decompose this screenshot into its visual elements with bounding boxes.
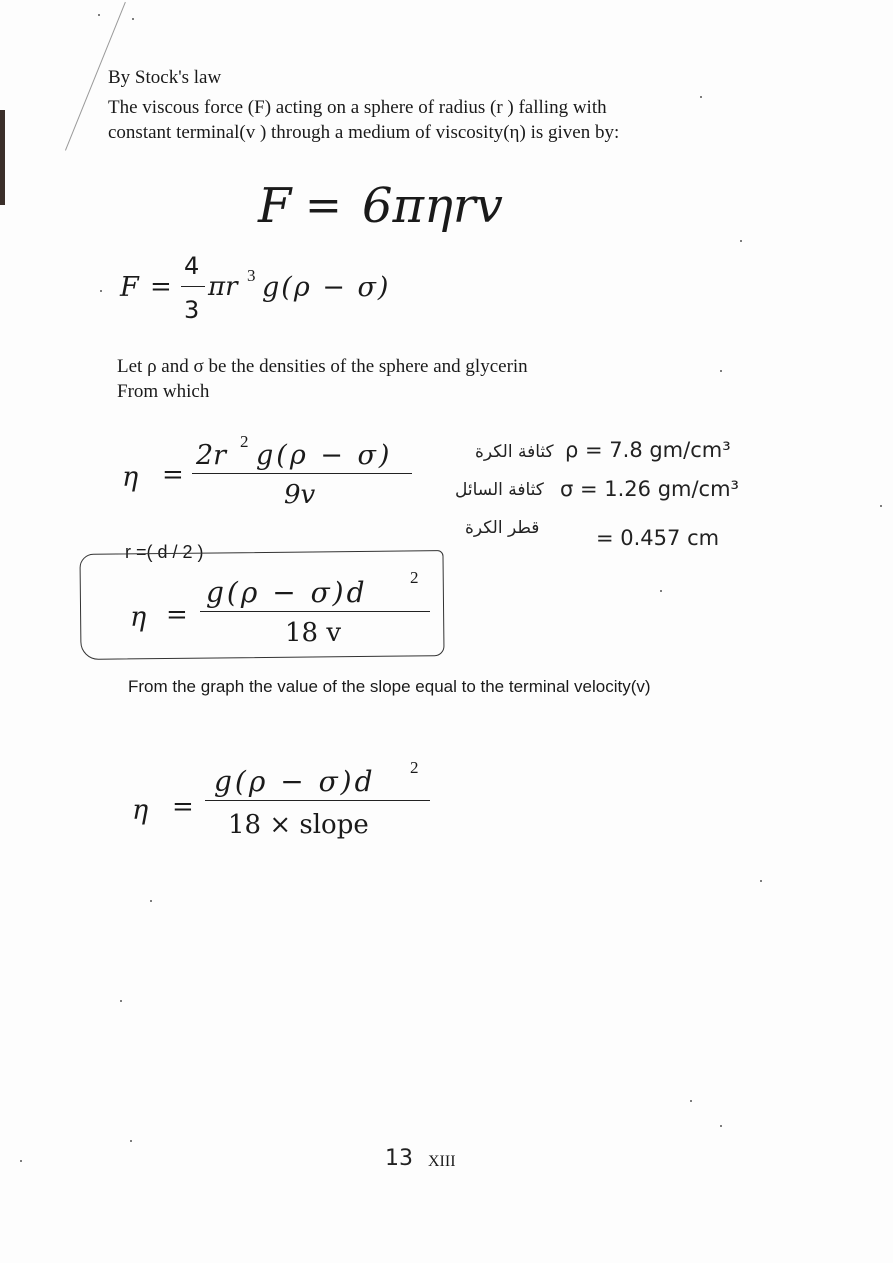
speck [720, 370, 722, 372]
eq3-denominator: 9v [284, 480, 316, 510]
eq5-equals: = [172, 792, 194, 822]
eq4-denominator: 18 v [285, 618, 342, 648]
radius-note: r =( d / 2 ) [125, 542, 204, 562]
eq4-lhs: η [130, 602, 147, 633]
hand-rho-value: ρ = 7.8 gm/cm³ [565, 438, 731, 462]
intro-line-2: constant terminal(v ) through a medium of viscosity(η) is given by: [108, 122, 620, 143]
speck [760, 880, 762, 882]
eq2-tail: g(ρ − σ) [262, 272, 391, 303]
speck [690, 1100, 692, 1102]
speck [740, 240, 742, 242]
speck [98, 14, 100, 16]
eq2-exponent: 3 [247, 266, 256, 285]
speck [150, 900, 152, 902]
speck [120, 1000, 122, 1002]
graph-slope-text: From the graph the value of the slope equal to the terminal velocity(v) [128, 677, 651, 696]
eq5-denominator: 18 × slope [228, 810, 369, 840]
eq3-num-exponent: 2 [240, 432, 249, 451]
hand-diameter-value: = 0.457 cm [596, 526, 720, 550]
eq2-equals: = [150, 272, 172, 302]
speck [20, 1160, 22, 1162]
eq2-denominator: 3 [184, 296, 200, 324]
page-roman-numeral: XIII [428, 1153, 456, 1170]
hand-diameter-label: قطر الكرة [465, 518, 540, 538]
speck [132, 18, 134, 20]
eq1-lhs: F [258, 178, 292, 234]
eq4-fraction-bar [200, 611, 430, 612]
speck [130, 1140, 132, 1142]
hand-rho-label: كثافة الكرة [475, 442, 554, 462]
eq4-numerator: g(ρ − σ)d [206, 576, 368, 609]
eq3-fraction-bar [192, 473, 412, 474]
page-fold-edge [0, 0, 126, 151]
eq5-fraction-bar [205, 800, 430, 801]
eq5-lhs: η [132, 795, 149, 826]
eq1-equals: = [305, 180, 342, 231]
speck [100, 290, 102, 292]
eq4-num-exponent: 2 [410, 568, 419, 587]
intro-heading: By Stock's law [108, 67, 222, 88]
eq1-rhs: 6πηrv [362, 178, 503, 234]
eq3-num-b: g(ρ − σ) [256, 440, 393, 471]
eq2-fraction-bar [181, 286, 205, 287]
speck [720, 1125, 722, 1127]
eq2-numerator: 4 [184, 252, 200, 280]
eq3-lhs: η [122, 462, 139, 493]
speck [660, 590, 662, 592]
hand-sigma-value: σ = 1.26 gm/cm³ [560, 477, 739, 501]
densities-line-2: From which [117, 381, 210, 402]
speck [880, 505, 882, 507]
hand-sigma-label: كثافة السائل [455, 480, 544, 500]
intro-line-1: The viscous force (F) acting on a sphere of radius (r ) falling with [108, 97, 607, 118]
page-number: 13 [385, 1146, 413, 1171]
eq3-equals: = [162, 460, 184, 490]
eq5-num-exponent: 2 [410, 758, 419, 777]
eq2-lhs: F [120, 272, 139, 303]
eq2-pi-r: πr [208, 272, 238, 302]
eq3-num-a: 2r [196, 440, 227, 471]
binding-edge [0, 110, 5, 205]
eq5-numerator: g(ρ − σ)d [214, 765, 376, 798]
speck [700, 96, 702, 98]
densities-line-1: Let ρ and σ be the densities of the sphere and glycerin [117, 356, 528, 377]
eq4-equals: = [166, 600, 188, 630]
